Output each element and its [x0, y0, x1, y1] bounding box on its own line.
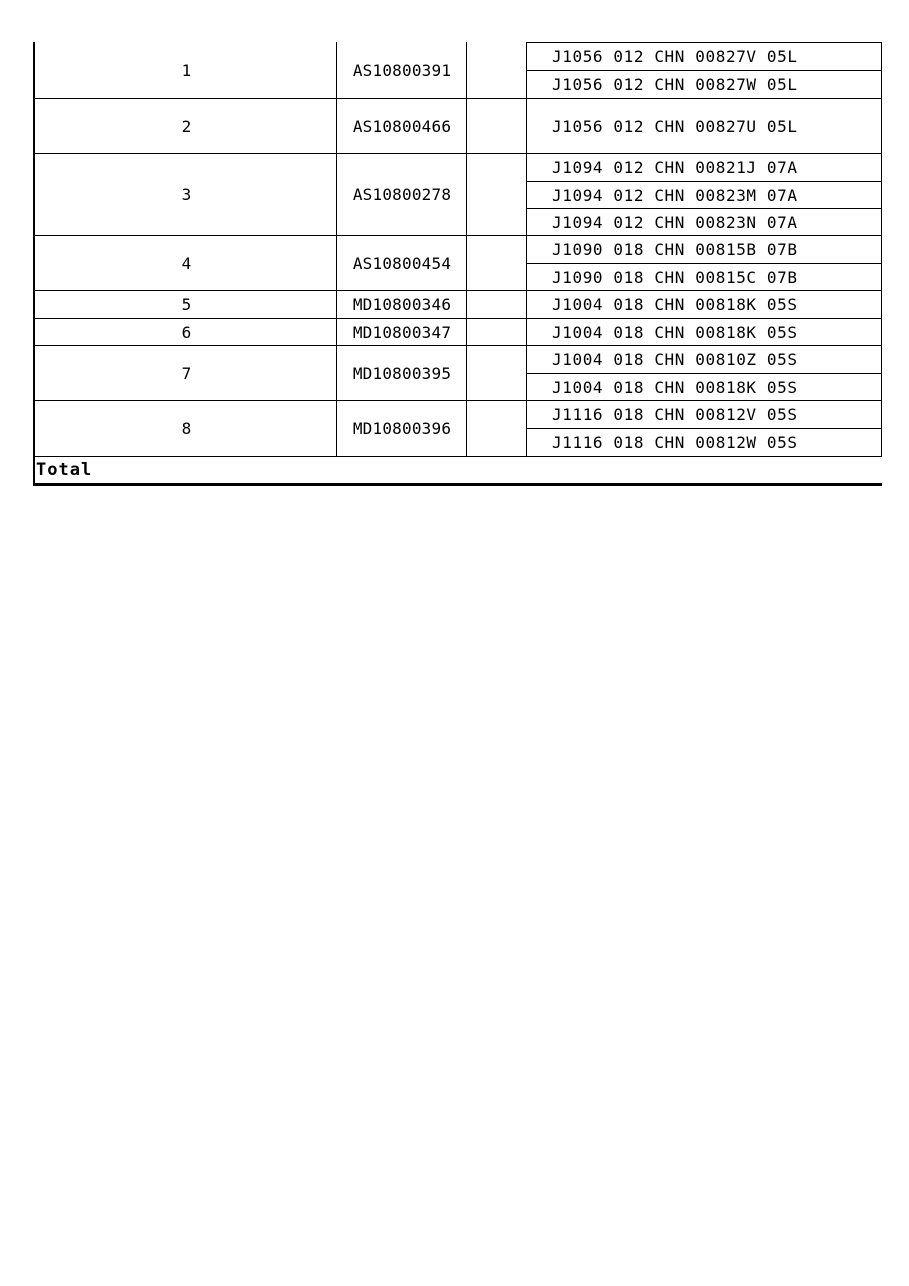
total-bottom-border	[33, 483, 882, 486]
row-number-cell: 5	[181, 295, 192, 314]
item-code-cell: MD10800346	[352, 295, 452, 314]
lot-top-border	[526, 42, 882, 43]
table-bottom-border	[33, 456, 882, 457]
lot-number-cell: J1116 018 CHN 00812W 05S	[552, 433, 798, 452]
row-number-cell: 4	[181, 253, 192, 273]
lot-number-cell: J1056 012 CHN 00827W 05L	[552, 75, 798, 94]
lot-number-cell: J1004 018 CHN 00818K 05S	[552, 295, 798, 314]
total-label: Total	[36, 460, 93, 480]
lot-divider	[526, 263, 882, 264]
lot-divider	[526, 181, 882, 182]
spreadsheet-table	[0, 0, 909, 500]
group-divider	[33, 153, 882, 154]
row-number-cell: 3	[181, 185, 192, 204]
item-code-cell: MD10800347	[352, 322, 452, 342]
row-number-cell: 8	[181, 419, 192, 438]
item-code-cell: MD10800395	[352, 363, 452, 383]
row-number-cell: 7	[181, 363, 192, 383]
lot-number-cell: J1056 012 CHN 00827U 05L	[552, 116, 798, 136]
group-divider	[33, 318, 882, 319]
row-number-cell: 2	[181, 116, 192, 136]
lot-number-cell: J1004 018 CHN 00818K 05S	[552, 322, 798, 342]
row-number-cell: 1	[181, 61, 192, 80]
item-code-cell: AS10800466	[352, 116, 452, 136]
lot-number-cell: J1116 018 CHN 00812V 05S	[552, 405, 798, 424]
row-number-cell: 6	[181, 322, 192, 342]
lot-divider	[526, 428, 882, 429]
lot-number-cell: J1090 018 CHN 00815C 07B	[552, 267, 798, 287]
lot-divider	[526, 373, 882, 374]
item-code-cell: AS10800278	[352, 185, 452, 204]
group-divider	[33, 235, 882, 236]
group-divider	[33, 400, 882, 401]
lot-number-cell: J1094 012 CHN 00823M 07A	[552, 185, 798, 205]
column-divider	[526, 42, 527, 456]
item-code-cell: AS10800391	[352, 61, 452, 80]
left-border	[33, 42, 35, 486]
lot-number-cell: J1094 012 CHN 00821J 07A	[552, 158, 798, 177]
group-divider	[33, 98, 882, 99]
column-divider	[466, 42, 467, 456]
right-border	[881, 42, 882, 456]
lot-divider	[526, 208, 882, 209]
lot-number-cell: J1090 018 CHN 00815B 07B	[552, 240, 798, 259]
lot-divider	[526, 70, 882, 71]
lot-number-cell: J1004 018 CHN 00818K 05S	[552, 377, 798, 397]
group-divider	[33, 345, 882, 346]
group-divider	[33, 290, 882, 291]
item-code-cell: MD10800396	[352, 419, 452, 438]
column-divider	[336, 42, 337, 456]
lot-number-cell: J1004 018 CHN 00810Z 05S	[552, 350, 798, 369]
lot-number-cell: J1056 012 CHN 00827V 05L	[552, 47, 798, 66]
item-code-cell: AS10800454	[352, 253, 452, 273]
lot-number-cell: J1094 012 CHN 00823N 07A	[552, 212, 798, 232]
